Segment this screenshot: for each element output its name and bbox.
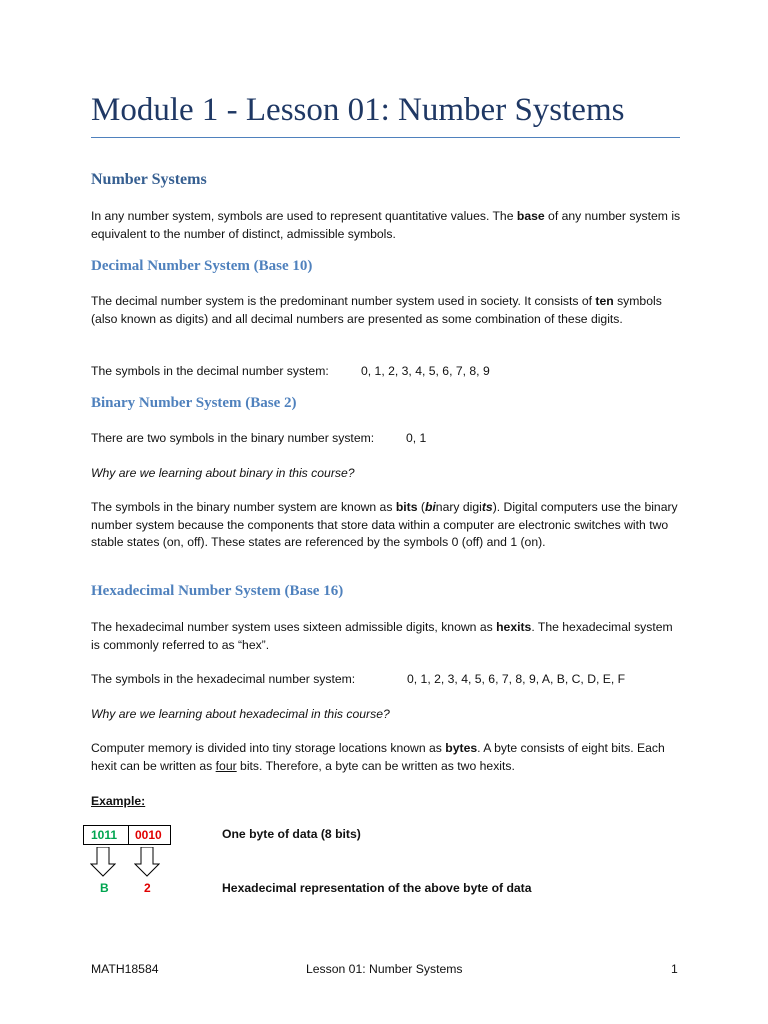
text-bold-hexits: hexits xyxy=(496,620,532,634)
text-bold-italic-bi: bi xyxy=(424,500,436,514)
text-bold-bytes: bytes xyxy=(445,741,478,755)
text-run: . A byte consists of eight bits. Each hexit can be written as xyxy=(91,741,665,773)
title-underline xyxy=(91,137,680,138)
text-run: nary digi xyxy=(435,500,482,514)
paragraph-hex-intro xyxy=(91,619,681,654)
hex-symbols-value: 0, 1, 2, 3, 4, 5, 6, 7, 8, 9, A, B, C, D, E, F xyxy=(407,672,626,686)
byte-box xyxy=(83,825,171,845)
text-run: The hexadecimal number system uses sixteen admissible digits, known as xyxy=(91,620,497,634)
down-arrow-icon xyxy=(90,847,116,877)
text-run: ( xyxy=(417,500,425,514)
text-run: of any number system is equivalent to the number of distinct, admissible symbols. xyxy=(91,209,681,241)
text-run: The decimal number system is the predominant number system used in society. It consists of xyxy=(91,294,596,308)
paragraph-decimal-intro xyxy=(91,293,681,328)
paragraph-number-systems-intro xyxy=(91,208,681,243)
text-run: Computer memory is divided into tiny storage locations known as xyxy=(91,741,446,755)
down-arrow-icon xyxy=(134,847,160,877)
hex-symbols-label: The symbols in the hexadecimal number system: xyxy=(91,672,356,686)
text-run: The symbols in the binary number system are known as xyxy=(91,500,396,514)
hexit-low: 2 xyxy=(144,881,151,895)
text-italic: Why are we learning about hexadecimal in this course? xyxy=(91,707,390,721)
heading-binary: Binary Number System (Base 2) xyxy=(91,395,297,411)
hex-question xyxy=(91,706,681,724)
text-bold-base: base xyxy=(516,209,545,223)
text-bold-ten: ten xyxy=(595,294,614,308)
nibble-low: 0010 xyxy=(135,828,162,842)
text-bold-bi xyxy=(425,500,436,514)
binary-symbols-label: There are two symbols in the binary number system: xyxy=(91,431,375,445)
text-italic: Why are we learning about binary in this course? xyxy=(91,466,355,480)
text-run: bits. Therefore, a byte can be written as two hexits. xyxy=(236,758,515,773)
footer-page-number: 1 xyxy=(671,962,678,976)
hex-representation-label: Hexadecimal representation of the above byte of data xyxy=(222,881,532,895)
nibble-divider xyxy=(128,826,129,844)
text-run: In any number system, symbols are used to represent quantitative values. The xyxy=(91,209,517,223)
text-underline-four: four xyxy=(215,758,237,773)
nibble-high: 1011 xyxy=(91,828,118,842)
decimal-symbols-label: The symbols in the decimal number system: xyxy=(91,364,329,378)
text-run: ). Digital computers use the binary number system because the components that store data within a computer are electronic switches with two stable states (on, off). These states are referenced by the symbols 0 (off) and 1 (on). xyxy=(91,500,678,549)
text-bold-bits: bits xyxy=(395,500,418,514)
heading-hexadecimal: Hexadecimal Number System (Base 16) xyxy=(91,583,344,599)
footer-lesson-title: Lesson 01: Number Systems xyxy=(306,962,463,976)
binary-question xyxy=(91,465,681,483)
text-bold-underline: Example: xyxy=(91,794,146,808)
text-bold-ts xyxy=(482,500,493,514)
text-run: . The hexadecimal system is commonly referred to as “hex”. xyxy=(91,620,673,652)
binary-symbols-value: 0, 1 xyxy=(406,431,427,445)
text-bold-italic-ts: ts xyxy=(481,500,493,514)
decimal-symbols-value: 0, 1, 2, 3, 4, 5, 6, 7, 8, 9 xyxy=(361,364,490,378)
text-run: symbols (also known as digits) and all decimal numbers are presented as some combination of these digits. xyxy=(91,294,662,326)
hexit-high: B xyxy=(100,881,109,895)
paragraph-binary-bits xyxy=(91,499,681,552)
example-label xyxy=(91,793,681,811)
heading-decimal: Decimal Number System (Base 10) xyxy=(91,258,313,274)
byte-label: One byte of data (8 bits) xyxy=(222,827,361,841)
page-title: Module 1 - Lesson 01: Number Systems xyxy=(91,92,625,128)
footer-course-code: MATH18584 xyxy=(91,962,159,976)
heading-number-systems: Number Systems xyxy=(91,171,207,188)
paragraph-hex-bytes xyxy=(91,740,681,775)
